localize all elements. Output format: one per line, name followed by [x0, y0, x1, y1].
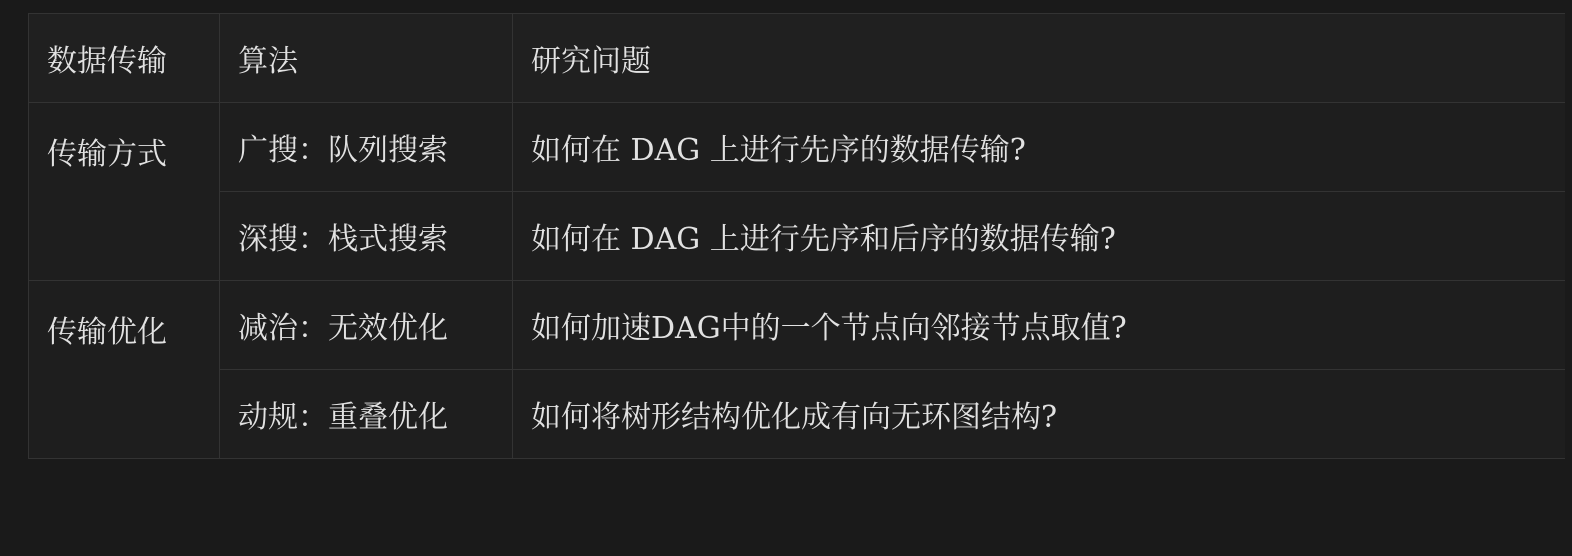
algorithm-cell: 减治：无效优化: [220, 281, 513, 370]
algorithm-cell: 动规：重叠优化: [220, 370, 513, 459]
table-row: [29, 370, 1565, 459]
table-row: [29, 103, 1565, 192]
category-cell: 传输方式: [29, 103, 220, 281]
category-cell: 传输优化: [29, 281, 220, 459]
question-cell: 如何将树形结构优化成有向无环图结构?: [513, 370, 1565, 459]
table-header-row: [29, 14, 1565, 103]
header-research-question: 研究问题: [513, 14, 1565, 103]
table-row: [29, 281, 1565, 370]
algorithm-cell: 深搜：栈式搜索: [220, 192, 513, 281]
table-row: [29, 192, 1565, 281]
header-algorithm: 算法: [220, 14, 513, 103]
question-cell: 如何加速DAG中的一个节点向邻接节点取值?: [513, 281, 1565, 370]
algorithm-cell: 广搜：队列搜索: [220, 103, 513, 192]
research-table-container: [28, 13, 1565, 459]
header-data-transfer: 数据传输: [29, 14, 220, 103]
research-table: [28, 13, 1565, 459]
question-cell: 如何在 DAG 上进行先序的数据传输?: [513, 103, 1565, 192]
question-cell: 如何在 DAG 上进行先序和后序的数据传输?: [513, 192, 1565, 281]
